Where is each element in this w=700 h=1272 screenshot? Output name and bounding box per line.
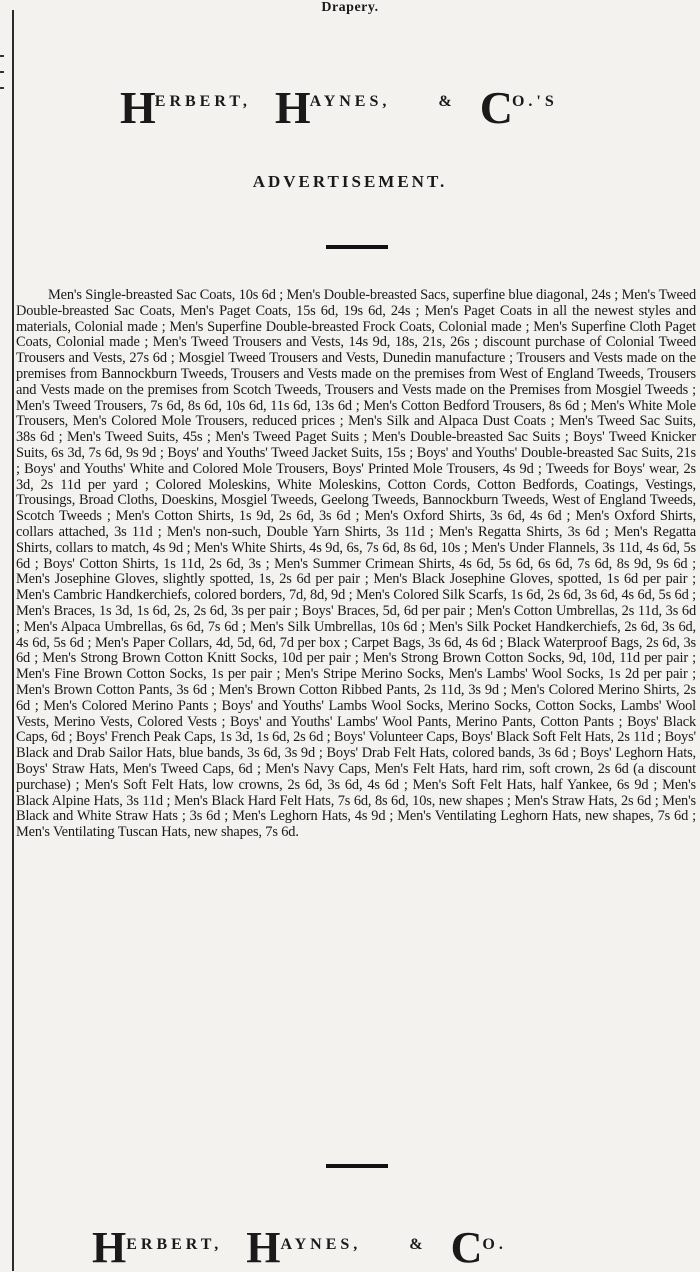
column-rule xyxy=(12,10,14,1271)
footer-ampersand: & xyxy=(409,1236,423,1253)
title-rest-1: ERBERT, xyxy=(154,93,251,110)
footer-rest-2: AYNES, xyxy=(280,1236,362,1253)
advertiser-title-footer xyxy=(92,1223,612,1272)
title-rest-2: AYNES, xyxy=(309,93,391,110)
footer-cap-3: C xyxy=(450,1223,483,1272)
divider-rule-bottom xyxy=(326,1164,388,1168)
section-label: Drapery. xyxy=(321,0,379,15)
footer-rest-1: ERBERT, xyxy=(126,1236,223,1253)
title-cap-2: H xyxy=(274,82,310,133)
title-cap-3: C xyxy=(479,82,512,133)
title-cap-1: H xyxy=(120,82,155,133)
title-ampersand: & xyxy=(438,93,452,110)
advertisement-heading: ADVERTISEMENT. xyxy=(252,172,448,191)
divider-rule-top xyxy=(326,245,388,249)
footer-rest-3: O. xyxy=(482,1236,507,1253)
advertisement-body: Men's Single-breasted Sac Coats, 10s 6d ; Men's Double-breasted Sacs, superfine blue diagonal, 24s ; Men's Tweed Double-breasted Sac Coats, Men's Paget Coats, 15s 6d, 19s 6d, 24s ; Men's Paget Coats in all the newest styles and materials, Colonial made ; Men's Superfine Double-breasted Frock Coats, Colonial made ; Men's Superfine Cloth Paget Coats, Colonial made ; Men's Tweed Trousers and Vests, 14s 9d, 18s, 21s, 26s ; discount purchase of Colonial Tweed Trousers and Vests, 27s 6d ; Mosgiel Tweed Trousers and Vests, Dunedin manufacture ; Trousers and Vests made on the premises from Bannockburn Tweeds, Trousers and Vests made on the premises from West of England Tweeds, Trousers and Vests made on the premises from Scotch Tweeds, Trousers and Vests made on the Premises from Mosgiel Tweeds ; Men's Tweed Trousers, 7s 6d, 8s 6d, 10s 6d, 11s 6d, 13s 6d ; Men's Cotton Bedford Trousers, 8s 6d ; Men's White Mole Trousers, Men's Colored Mole Trousers, reduced prices ; Men's Silk and Alpaca Dust Coats ; Men's Tweed Sac Suits, 38s 6d ; Men's Tweed Suits, 45s ; Men's Tweed Paget Suits ; Men's Double-breasted Sac Suits ; Boys' Tweed Knicker Suits, 6s 3d, 7s 6d, 9s 9d ; Boys' and Youths' Tweed Jacket Suits, 15s ; Boys' and Youths' Double-breasted Sac Suits, 21s ; Boys' and Youths' White and Colored Mole Trousers, Boys' Printed Mole Trousers, 4s 9d ; Tweeds for Boys' wear, 2s 3d, 2s 11d per yard ; Colored Moleskins, White Moleskins, Cotton Cords, Cotton Bedfords, Coatings, Vestings, Trousings, Broad Cloths, Doeskins, Mosgiel Tweeds, Geelong Tweeds, Bannockburn Tweeds, West of England Tweeds, Scotch Tweeds ; Men's Cotton Shirts, 1s 9d, 2s 6d, 3s 6d ; Men's Oxford Shirts, 3s 6d, 4s 6d ; Men's Oxford Shirts, collars attached, 3s 11d ; Men's non-such, Double Yarn Shirts, 3s 11d ; Men's Regatta Shirts, 3s 6d ; Men's Regatta Shirts, collars to match, 4s 9d ; Men's White Shirts, 4s 9d, 6s, 7s 6d, 8s 6d, 10s ; Men's Under Flannels, 3s 11d, 4s 6d, 5s 6d ; Boys' Cotton Shirts, 1s 11d, 2s 6d, 3s ; Men's Summer Crimean Shirts, 4s 6d, 5s 6d, 6s 6d, 7s 6d, 8s 9d, 9s 6d ; Men's Josephine Gloves, slightly spotted, 1s, 2s 6d per pair ; Men's Black Josephine Gloves, spotted, 1s 6d per pair ; Men's Cambric Handkerchiefs, colored borders, 7d, 8d, 9d ; Men's Colored Silk Scarfs, 1s 6d, 2s 6d, 3s 6d, 4s 6d, 5s 6d ; Men's Braces, 1s 3d, 1s 6d, 2s, 2s 6d, 3s per pair ; Boys' Braces, 5d, 6d per pair ; Men's Cotton Umbrellas, 2s 11d, 3s 6d ; Men's Alpaca Umbrellas, 6s 6d, 7s 6d ; Men's Silk Umbrellas, 10s 6d ; Men's Silk Pocket Handkerchiefs, 2s 6d, 3s 6d, 4s 6d, 5s 6d ; Men's Paper Collars, 4d, 5d, 6d, 7d per box ; Carpet Bags, 3s 6d, 4s 6d ; Black Waterproof Bags, 2s 6d, 3s 6d ; Men's Strong Brown Cotton Knitt Socks, 10d per pair ; Men's Strong Brown Cotton Socks, 9d, 10d, 11d per pair ; Men's Fine Brown Cotton Socks, 1s per pair ; Men's Stripe Merino Socks, Men's Lambs' Wool Socks, 1s 2d per pair ; Men's Brown Cotton Pants, 3s 6d ; Men's Brown Cotton Ribbed Pants, 2s 11d, 3s 9d ; Men's Colored Merino Shirts, 2s 6d ; Men's Colored Merino Pants ; Boys' and Youths' Lambs Wool Socks, Merino Socks, Cotton Socks, Lambs' Wool Vests, Merino Vests, Colored Vests ; Boys' and Youths' Lambs' Wool Pants, Merino Pants, Cotton Pants ; Boys' Black Caps, 6d ; Boys' French Peak Caps, 1s 3d, 1s 6d, 2s 6d ; Boys' Volunteer Caps, Boys' Black Soft Felt Hats, 2s 11d ; Boys' Black and Drab Sailor Hats, blue bands, 3s 6d, 3s 9d ; Boys' Drab Felt Hats, colored bands, 3s 6d ; Boys' Leghorn Hats, Boys' Straw Hats, Men's Tweed Caps, 6d ; Men's Navy Caps, Men's Felt Hats, hard rim, soft crown, 2s 6d (a discount purchase) ; Men's Soft Felt Hats, low crowns, 2s 6d, 3s 6d, 4s 6d ; Men's Soft Felt Hats, half Yankee, 6s 9d ; Men's Black Alpine Hats, 3s 11d ; Men's Black Hard Felt Hats, 7s 6d, 8s 6d, 10s, new shapes ; Men's Straw Hats, 2s 6d ; Men's Black and White Straw Hats ; 3s 6d ; Men's Leghorn Hats, 4s 9d ; Men's Ventilating Leghorn Hats, new shapes, 7s 6d ; Men's Ventilating Tuscan Hats, new shapes, 7s 6d. xyxy=(16,287,696,841)
advertiser-title xyxy=(120,82,590,145)
margin-marks xyxy=(0,55,6,115)
footer-cap-2: H xyxy=(246,1223,281,1272)
title-rest-3: O.'S xyxy=(511,93,558,110)
footer-cap-1: H xyxy=(92,1223,127,1272)
